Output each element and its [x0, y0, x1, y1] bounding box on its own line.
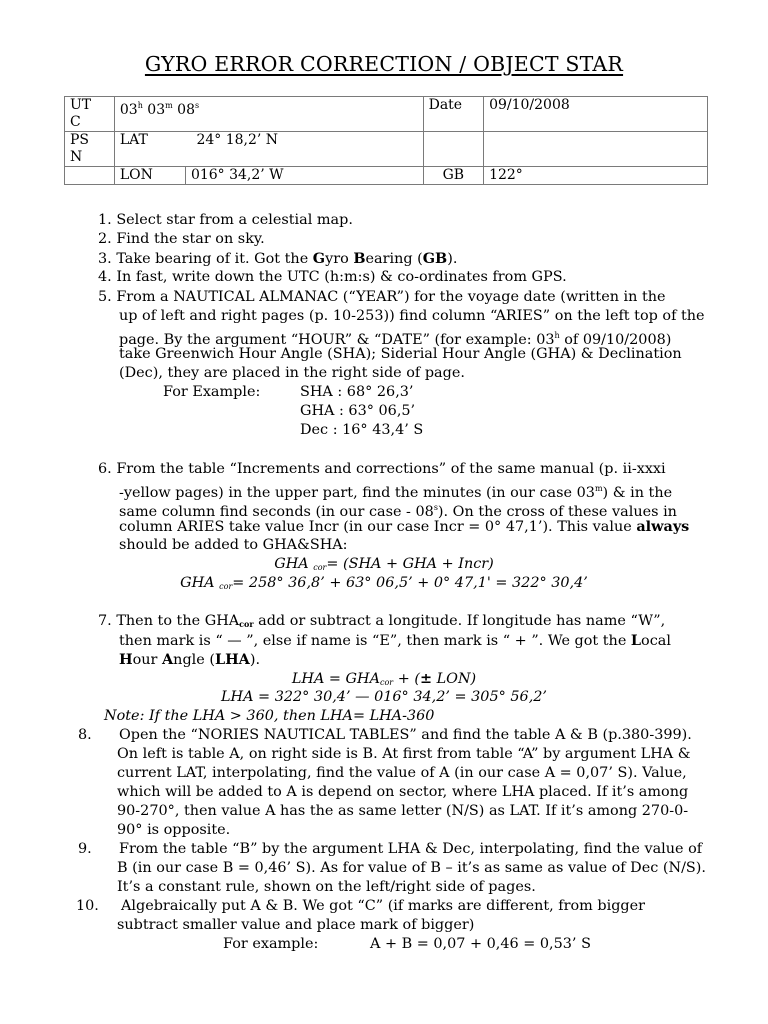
- formula-lha: LHA = GHAcor + (± LON): [291, 670, 477, 687]
- step-8-line-1: Open the “NORIES NAUTICAL TABLES” and find the table A & B (p.380-399).: [119, 727, 692, 743]
- step-5: 5. From a NAUTICAL ALMANAC (“YEAR”) for the voyage date (written in the: [98, 289, 666, 305]
- step-6-line-2: -yellow pages) in the upper part, find the minutes (in our case 03$^m$) & in the: [119, 484, 673, 501]
- date-label-cell: Date: [423, 97, 483, 132]
- step-4: 4. In fast, write down the UTC (h:m:s) & co-ordinates from GPS.: [98, 269, 567, 285]
- example-gha: GHA : 63° 06,5’: [300, 403, 416, 419]
- step-10-line-2: subtract smaller value and place mark of bigger): [117, 917, 475, 933]
- step-8-line-6: 90° is opposite.: [117, 822, 231, 838]
- note-text: Note: If the LHA > 360, then LHA= LHA-360: [104, 708, 435, 724]
- info-table: [64, 96, 708, 185]
- example-label: For Example:: [163, 384, 261, 400]
- gb-label-cell: GB: [423, 167, 483, 185]
- step-5-line-4: take Greenwich Hour Angle (SHA); Siderial Hour Angle (GHA) & Declination: [119, 346, 682, 362]
- step-6-line-3: same column find seconds (in our case - 08$^s$). On the cross of these values in: [119, 503, 677, 520]
- table-row-utc: [65, 97, 708, 132]
- example-dec: Dec : 16° 43,4’ S: [300, 422, 424, 438]
- step-6-line-4: column ARIES take value Incr (in our case Incr = 0° 47,1’). This value always: [119, 518, 690, 535]
- empty-cell: [423, 132, 483, 167]
- utc-label-cell: UT C: [65, 97, 115, 132]
- utc-value-cell: 03$^h$ 03$^m$ 08$^s$: [114, 97, 423, 132]
- step-7-line-3: Hour Angle (LHA).: [119, 651, 261, 668]
- step-7: 7. Then to the $GHA_{cor}$ add or subtract a longitude. If longitude has name “W”,: [98, 613, 666, 629]
- step-8-line-2: On left is table A, on right side is B. At first from table “A” by argument LHA &: [117, 746, 691, 762]
- step-9-line-2: B (in our case B = 0,46’ S). As for value of B – it’s as same as value of Dec (N/S).: [117, 860, 706, 876]
- step-9: 9.: [78, 841, 92, 857]
- step-1: 1. Select star from a celestial map.: [98, 212, 353, 228]
- step-7-line-2: then mark is “ — ”, else if name is “E”, then mark is “ + ”. We got the Local: [119, 632, 671, 649]
- step-3: 3. Take bearing of it. Got the Gyro Bearing (GB).: [98, 250, 458, 267]
- date-value-cell: 09/10/2008: [484, 97, 708, 132]
- empty-cell: [484, 132, 708, 167]
- step-2: 2. Find the star on sky.: [98, 231, 265, 247]
- step-9-line-1: From the table “B” by the argument LHA & Dec, interpolating, find the value of: [119, 841, 703, 857]
- step-6: 6. From the table “Increments and corrections” of the same manual (p. ii-xxxi: [98, 461, 666, 477]
- step-10-line-1: Algebraically put A & B. We got “C” (if marks are different, from bigger: [121, 898, 646, 914]
- page-title: GYRO ERROR CORRECTION / OBJECT STAR: [144, 52, 624, 76]
- table-row-lon: [65, 167, 708, 185]
- step-5-line-5: (Dec), they are placed in the right side of page.: [119, 365, 465, 381]
- lat-label-cell: LAT: [114, 132, 185, 167]
- gb-value-cell: 122°: [484, 167, 708, 185]
- formula-gha-cor-example: GHA cor= 258° 36,8’ + 63° 06,5’ + 0° 47,1' = 322° 30,4’: [180, 575, 588, 591]
- example-sha: SHA : 68° 26,3’: [300, 384, 414, 400]
- step-9-line-3: It’s a constant rule, shown on the left/right side of pages.: [117, 879, 536, 895]
- table-row-psn: [65, 132, 708, 167]
- step-5-line-3: page. By the argument “HOUR” & “DATE” (for example: 03$^h$ of 09/10/2008): [119, 331, 672, 348]
- step-10: 10.: [76, 898, 99, 914]
- lon-label-cell: LON: [114, 167, 185, 185]
- step-8-line-4: which will be added to A is depend on sector, where LHA placed. If it’s among: [117, 784, 689, 800]
- psn-label-cell: PS N: [65, 132, 115, 167]
- step-6-line-5: should be added to GHA&SHA:: [119, 537, 348, 553]
- lon-value-cell: 016° 34,2’ W: [185, 167, 423, 185]
- example-2-value: A + B = 0,07 + 0,46 = 0,53’ S: [370, 936, 591, 952]
- step-8-line-3: current LAT, interpolating, find the value of A (in our case A = 0,07’ S). Value,: [117, 765, 687, 781]
- lat-value-cell: 24° 18,2’ N: [185, 132, 423, 167]
- formula-gha-cor: GHA cor= (SHA + GHA + Incr): [274, 556, 494, 572]
- step-8: 8.: [78, 727, 92, 743]
- step-5-line-2: up of left and right pages (p. 10-253)) find column “ARIES” on the left top of the: [119, 308, 705, 324]
- empty-cell: [65, 167, 115, 185]
- step-8-line-5: 90-270°, then value A has the as same letter (N/S) as LAT. If it’s among 270-0-: [117, 803, 689, 819]
- example-2-label: For example:: [223, 936, 319, 952]
- formula-lha-example: LHA = 322° 30,4’ — 016° 34,2’ = 305° 56,2’: [220, 689, 547, 705]
